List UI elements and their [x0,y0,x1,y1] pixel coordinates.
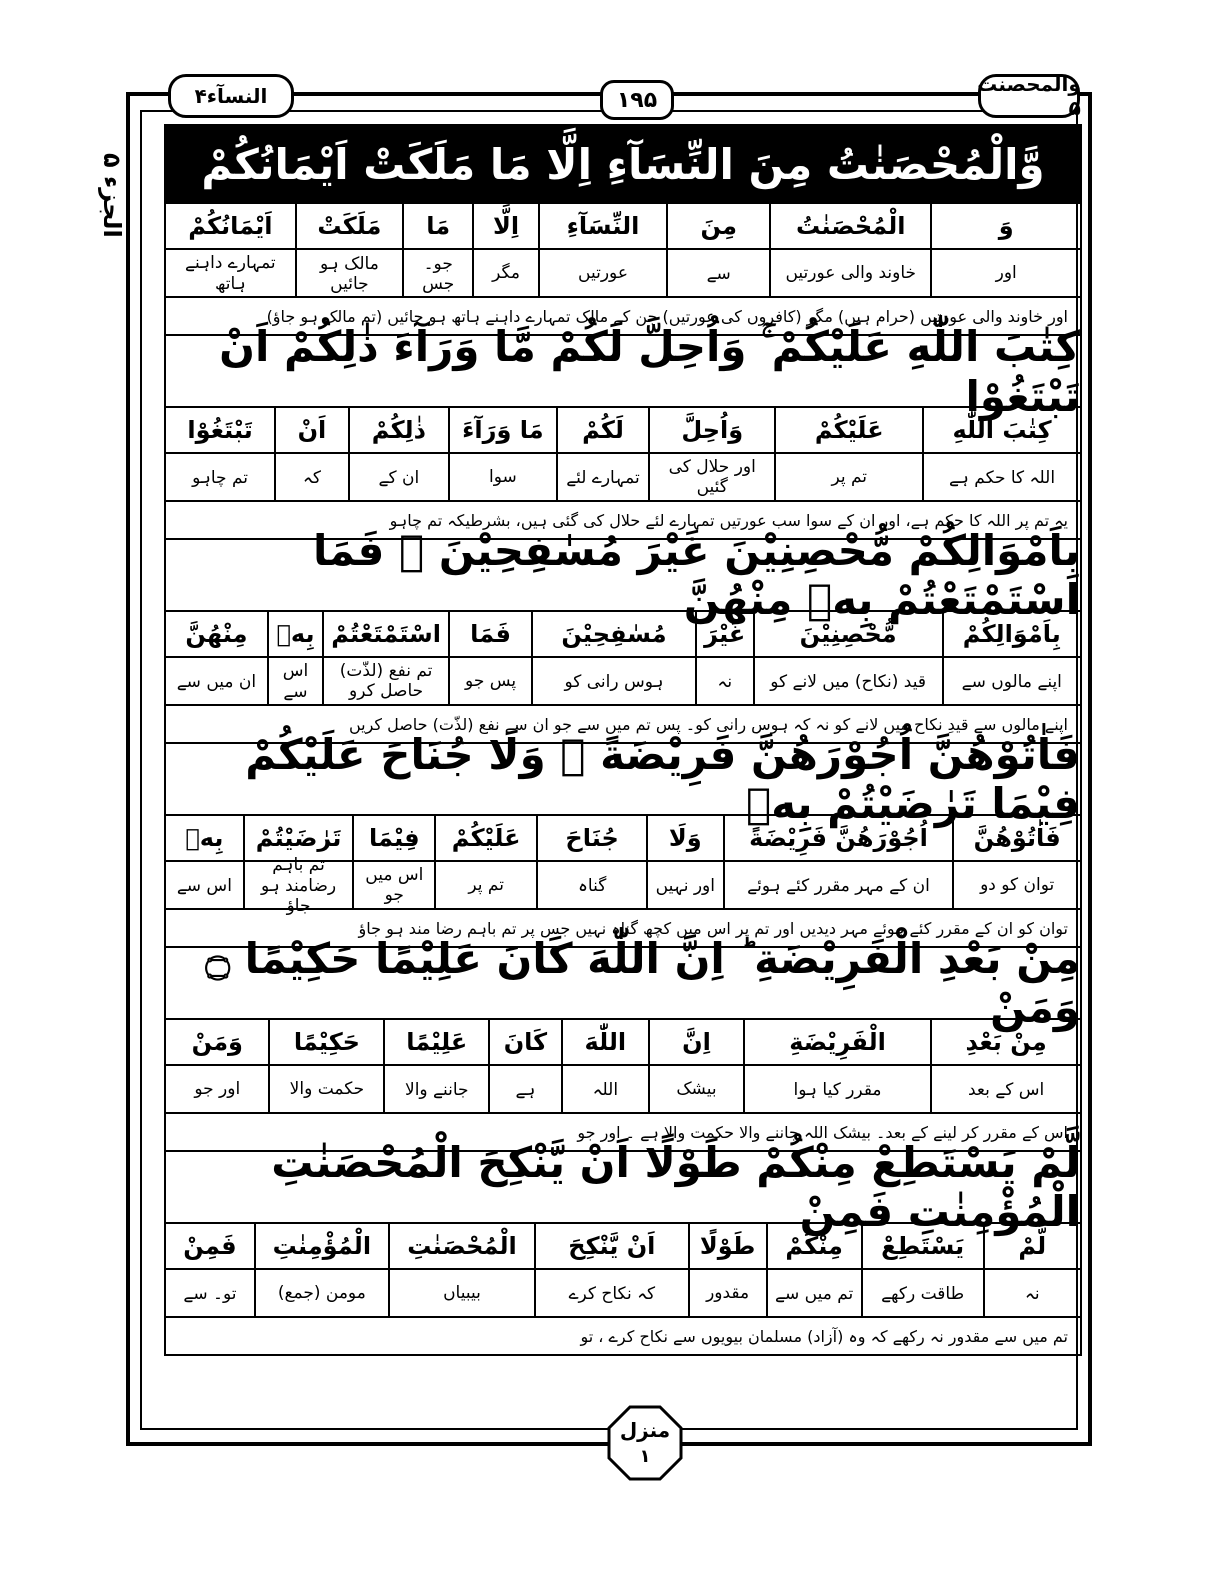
arabic-word: اِنَّ [648,1020,743,1064]
surah-name: النسآء۴ [194,84,268,108]
urdu-meanings-row [164,1066,1082,1114]
urdu-meaning: عورتیں [538,250,667,296]
verse-section [164,526,1082,744]
arabic-word: اسْتَمْتَعْتُمْ [322,612,448,656]
arabic-word: مَا وَرَآءَ [448,408,556,452]
arabic-word: جُنَاحَ [536,816,646,860]
translation-line: یہ تم پر اللہ کا حکم ہے، اور ان کے سوا سب عورتیں تمہارے لئے حلال کی گئی ہیں، بشرطیکہ تم چاہو [164,502,1082,540]
juz-name-tag [978,74,1080,118]
arabic-word: بِهٖ [267,612,322,656]
arabic-words-row [164,204,1082,250]
verse-line: كِتٰبَ اللّٰهِ عَلَيْكُمْ ۚ وَاُحِلَّ لَكُمْ مَّا وَرَآءَ ذٰلِكُمْ اَنْ تَبْتَغُوْا [164,336,1082,408]
urdu-meaning: مقرر کیا ہوا [743,1066,930,1112]
urdu-meaning: اس سے [267,658,322,704]
urdu-meaning: طاقت رکھے [861,1270,983,1316]
arabic-word: اللّٰهَ [561,1020,648,1064]
verse-banner: وَّالْمُحْصَنٰتُ مِنَ النِّسَآءِ اِلَّا مَا مَلَكَتْ اَيْمَانُكُمْ [164,124,1082,204]
arabic-word: لَكُمْ [556,408,648,452]
arabic-word: مَا [402,204,472,248]
juz-name: والمحصنت ۵ [977,72,1081,120]
urdu-meaning: ان کے مہر مقرر کئے ہوئے [723,862,953,908]
verse-section [164,934,1082,1152]
urdu-meaning: اور نہیں [646,862,723,908]
urdu-meaning: تو۔ سے [183,1283,237,1304]
arabic-word: مِنْ بَعْدِ [930,1020,1080,1064]
urdu-meaning: بیبیاں [388,1270,534,1316]
translation-line: اپنے مالوں سے قیدِ نکاح میں لانے کو نہ کہ ہوس رانی کو۔ پس تم میں سے جو ان سے نفع (لذّت) حاصل کریں [164,706,1082,744]
arabic-word: الْمُؤْمِنٰتِ [254,1224,388,1268]
arabic-word: حَكِيْمًا [268,1020,383,1064]
verse-line: فَاٰتُوْهُنَّ اُجُوْرَهُنَّ فَرِيْضَةً ۚ وَلَا جُنَاحَ عَلَيْكُمْ فِيْمَا تَرٰضَيْتُمْ بِهٖ [164,744,1082,816]
arabic-word: ذٰلِكُمْ [348,408,448,452]
arabic-word: مُسٰفِحِيْنَ [531,612,695,656]
urdu-meanings-row [164,855,1082,916]
arabic-word: مِنَ [666,204,769,248]
urdu-meaning: پس جو [448,658,531,704]
urdu-meaning: تم نفع (لذّت) حاصل کرو [322,658,448,704]
urdu-meaning: تمہارے لئے [556,454,648,500]
arabic-word: كِتٰبَ اللّٰهِ [922,408,1080,452]
urdu-meaning: اس سے [176,875,232,896]
arabic-word: فِيْمَا [352,816,434,860]
arabic-word: وَلَا [646,816,723,860]
urdu-meaning: تم پر [774,454,922,500]
translation-line: تم میں سے مقدور نہ رکھے کہ وہ (آزاد) مسلمان بیویوں سے نکاح کرے ، تو [164,1318,1082,1356]
urdu-meaning: حکمت والا [268,1066,383,1112]
urdu-meaning: اور [930,250,1080,296]
arabic-word: بِهٖ [185,824,224,852]
arabic-word: وَ [930,204,1080,248]
page-content [164,124,1082,1356]
urdu-meaning: قید (نکاح) میں لانے کو [753,658,942,704]
arabic-word: وَمَنْ [191,1028,243,1056]
urdu-meaning: کہ [274,454,348,500]
verse-section [164,321,1082,540]
urdu-meaning: ان کے [348,454,448,500]
arabic-word: بِاَمْوَالِكُمْ [942,612,1080,656]
urdu-meaning: مالک ہو جائیں [295,250,403,296]
arabic-word: اَنْ يَّنْكِحَ [534,1224,688,1268]
arabic-word: غَيْرَ [695,612,753,656]
urdu-meaning: ہے [488,1066,560,1112]
urdu-meaning: مقدور [688,1270,766,1316]
arabic-word: الْمُحْصَنٰتِ [388,1224,534,1268]
side-juz-label: الجزء ۵ [98,152,126,238]
urdu-meaning: ان میں سے [176,671,257,692]
urdu-meaning: تم پر [434,862,536,908]
arabic-words-row [164,612,1082,658]
arabic-word: عَلَيْكُمْ [774,408,922,452]
arabic-word: يَسْتَطِعْ [861,1224,983,1268]
urdu-meaning: جو۔جس [402,250,472,296]
arabic-word: لَّمْ [983,1224,1080,1268]
arabic-word: تَبْتَغُوْا [187,416,253,444]
urdu-meanings-row [164,454,1082,502]
arabic-word: اُجُوْرَهُنَّ فَرِيْضَةً [723,816,953,860]
urdu-meaning: تمہارے داہنے ہاتھ [185,253,276,294]
arabic-word: مُّحْصِنِيْنَ [753,612,942,656]
arabic-word: مِنْكُمْ [766,1224,861,1268]
verse-section [164,1138,1082,1356]
urdu-meaning: مومن (جمع) [254,1270,388,1316]
verse-line: بِاَمْوَالِكُمْ مُّحْصِنِيْنَ غَيْرَ مُسٰفِحِيْنَ ۚ فَمَا اسْتَمْتَعْتُمْ بِهٖ مِنْهُنَّ [164,540,1082,612]
page-number-tag [600,80,674,120]
verse-line: مِنْ بَعْدِ الْفَرِيْضَةِ ؕ اِنَّ اللّٰهَ كَانَ عَلِيْمًا حَكِيْمًا ۝ وَمَنْ [164,948,1082,1020]
urdu-meaning: مگر [472,250,537,296]
arabic-word: مِنْهُنَّ [185,620,248,648]
arabic-words-row [164,1224,1082,1270]
arabic-word: الْمُحْصَنٰتُ [769,204,930,248]
urdu-meanings-row [164,250,1082,298]
arabic-words-row [164,408,1082,454]
urdu-meaning: جاننے والا [383,1066,488,1112]
urdu-meanings-row [164,1270,1082,1318]
verse-section [164,124,1082,336]
arabic-word: عَلَيْكُمْ [434,816,536,860]
arabic-word: تَرٰضَيْتُمْ [243,816,353,860]
translation-line: توان کو ان کے مقرر کئے ہوئے مہر دیدیں اور تم پر اس میں کچھ گناہ نہیں جس پر تم باہم رضا مند ہو جاؤ [164,910,1082,948]
verse-section [164,730,1082,948]
arabic-word: اِلَّا [472,204,537,248]
arabic-word: فَاٰتُوْهُنَّ [952,816,1080,860]
arabic-word: فَمَا [448,612,531,656]
translation-line: اس کے مقرر کر لینے کے بعد۔ بیشک اللہ جاننے والا حکمت والا ہے ۔ اور جو [164,1114,1082,1152]
urdu-meaning: اللہ کا حکم ہے [922,454,1080,500]
arabic-word: اَنْ [274,408,348,452]
urdu-meaning: تم میں سے [766,1270,861,1316]
urdu-meaning: توان کو دو [952,862,1080,908]
urdu-meaning: تم چاہو [192,467,248,488]
urdu-meaning: بیشک [648,1066,743,1112]
urdu-meaning: نہ [695,658,753,704]
urdu-meaning: اور حلال کی گئیں [648,454,774,500]
urdu-meaning: اور جو [194,1079,241,1099]
urdu-meaning: اس کے بعد [930,1066,1080,1112]
manzil-label: منزل [619,1418,671,1442]
urdu-meaning: سے [666,250,769,296]
arabic-word: الْفَرِيْضَةِ [743,1020,930,1064]
urdu-meanings-row [164,658,1082,706]
arabic-word: كَانَ [488,1020,560,1064]
arabic-word: عَلِيْمًا [383,1020,488,1064]
translation-line: اور خاوند والی عورتیں (حرام ہیں) مگر (کافروں کی عورتیں) جن کے مالک تمہارے داہنے ہاتھ ہو جائیں (تم مالک ہو جاؤ) [164,298,1082,336]
urdu-meaning: سوا [448,454,556,500]
arabic-word: النِّسَآءِ [538,204,667,248]
surah-name-tag [168,74,294,118]
arabic-words-row [164,1020,1082,1066]
urdu-meaning: کہ نکاح کرے [534,1270,688,1316]
urdu-meaning: تم باہم رضامند ہو جاؤ [243,862,353,908]
urdu-meaning: اس میں جو [352,862,434,908]
arabic-word: اَيْمَانُكُمْ [188,212,273,240]
manzil-badge [606,1404,684,1482]
arabic-word: فَمِنْ [183,1232,237,1260]
arabic-word: وَاُحِلَّ [648,408,774,452]
urdu-meaning: گناہ [536,862,646,908]
verse-line: لَّمْ يَسْتَطِعْ مِنْكُمْ طَوْلًا اَنْ يَّنْكِحَ الْمُحْصَنٰتِ الْمُؤْمِنٰتِ فَمِنْ [164,1152,1082,1224]
manzil-octagon-icon [606,1404,684,1482]
page-number: ۱۹۵ [616,87,658,113]
urdu-meaning: ہوس رانی کو [531,658,695,704]
arabic-word: طَوْلًا [688,1224,766,1268]
arabic-word: مَلَكَتْ [295,204,403,248]
urdu-meaning: اللہ [561,1066,648,1112]
urdu-meaning: نہ [983,1270,1080,1316]
urdu-meaning: خاوند والی عورتیں [769,250,930,296]
urdu-meaning: اپنے مالوں سے [942,658,1080,704]
manzil-number: ۱ [639,1446,651,1467]
